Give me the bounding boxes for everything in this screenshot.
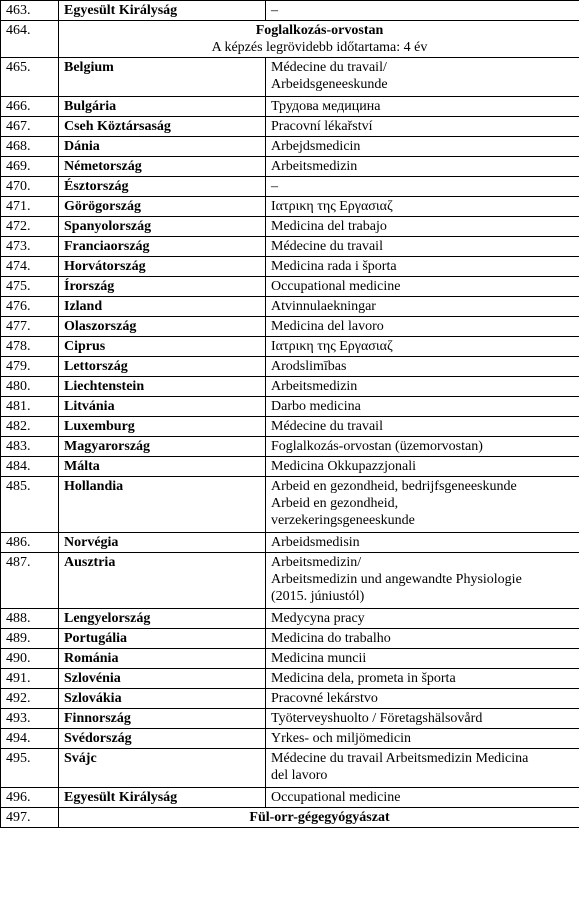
table-row [1, 297, 579, 317]
title-line: Médecine du travail Arbeitsmedizin Medicina [271, 751, 529, 766]
row-number: 467. [1, 117, 59, 137]
row-number: 489. [1, 629, 59, 649]
table-row [1, 58, 579, 97]
table-row [1, 157, 579, 177]
title-line: Occupational medicine [271, 790, 401, 805]
row-number: 466. [1, 97, 59, 117]
qualification-title [266, 237, 579, 257]
row-number: 481. [1, 397, 59, 417]
title-line: Arbeitsmedizin [271, 159, 358, 174]
row-number: 486. [1, 533, 59, 553]
qualification-title [266, 709, 579, 729]
qualification-title [266, 277, 579, 297]
qualification-title [266, 357, 579, 377]
qualification-title [266, 197, 579, 217]
country-name: Portugália [59, 629, 266, 649]
section-header [59, 21, 579, 58]
row-number: 492. [1, 689, 59, 709]
qualification-title [266, 117, 579, 137]
title-line: Yrkes- och miljömedicin [271, 731, 411, 746]
row-number: 488. [1, 609, 59, 629]
title-line: Трудова медицина [271, 99, 381, 114]
qualification-title [266, 457, 579, 477]
table-row [1, 788, 579, 808]
country-name: Dánia [59, 137, 266, 157]
row-number: 464. [1, 21, 59, 58]
row-number: 495. [1, 749, 59, 788]
country-name: Ausztria [59, 553, 266, 609]
country-name: Olaszország [59, 317, 266, 337]
qualification-title [266, 669, 579, 689]
qualification-title [266, 629, 579, 649]
table-row [1, 553, 579, 609]
qualification-title [266, 788, 579, 808]
country-name: Lettország [59, 357, 266, 377]
title-line: Arbeidsgeneeskunde [271, 77, 388, 92]
row-number: 493. [1, 709, 59, 729]
country-name: Svájc [59, 749, 266, 788]
country-name: Egyesült Királyság [59, 788, 266, 808]
row-number: 484. [1, 457, 59, 477]
qualification-title [266, 437, 579, 457]
title-line: Ιατρικη της Εργασιαζ [271, 339, 393, 354]
table-row [1, 477, 579, 533]
row-number: 465. [1, 58, 59, 97]
table-row [1, 1, 579, 21]
table-row [1, 177, 579, 197]
title-line: Arbejdsmedicin [271, 139, 361, 154]
row-number: 469. [1, 157, 59, 177]
row-number: 487. [1, 553, 59, 609]
cell-padding [271, 784, 575, 786]
title-line: Medicina do trabalho [271, 631, 391, 646]
cell-padding [271, 529, 575, 531]
title-line: Atvinnulaekningar [271, 299, 376, 314]
table-row [1, 729, 579, 749]
country-name: Írország [59, 277, 266, 297]
table-row [1, 217, 579, 237]
table-row [1, 629, 579, 649]
table-row [1, 21, 579, 58]
title-line: Medycyna pracy [271, 611, 365, 626]
country-name: Észtország [59, 177, 266, 197]
country-name: Görögország [59, 197, 266, 217]
qualification-title [266, 137, 579, 157]
qualification-title [266, 729, 579, 749]
title-line: Foglalkozás-orvostan (üzemorvostan) [271, 439, 483, 454]
qualification-title [266, 1, 579, 21]
qualification-title [266, 553, 579, 609]
table-row [1, 437, 579, 457]
row-number: 476. [1, 297, 59, 317]
table-row [1, 337, 579, 357]
row-number: 480. [1, 377, 59, 397]
title-line: Medicina del lavoro [271, 319, 384, 334]
row-number: 471. [1, 197, 59, 217]
title-line: Darbo medicina [271, 399, 361, 414]
country-name: Liechtenstein [59, 377, 266, 397]
row-number: 497. [1, 808, 59, 828]
title-line: Occupational medicine [271, 279, 401, 294]
qualification-title [266, 97, 579, 117]
qualification-title [266, 317, 579, 337]
title-line: Arbeid en gezondheid, bedrijfsgeneeskunde [271, 479, 517, 494]
table-row [1, 117, 579, 137]
qualification-title [266, 257, 579, 277]
qualification-title [266, 297, 579, 317]
row-number: 470. [1, 177, 59, 197]
table-row [1, 808, 579, 828]
country-name: Románia [59, 649, 266, 669]
row-number: 473. [1, 237, 59, 257]
row-number: 494. [1, 729, 59, 749]
title-line: Médecine du travail [271, 419, 383, 434]
country-name: Németország [59, 157, 266, 177]
table-row [1, 689, 579, 709]
row-number: 475. [1, 277, 59, 297]
qualification-title [266, 337, 579, 357]
qualification-title [266, 609, 579, 629]
country-name: Svédország [59, 729, 266, 749]
table-row [1, 609, 579, 629]
qualification-title [266, 689, 579, 709]
qualification-title [266, 177, 579, 197]
row-number: 483. [1, 437, 59, 457]
qualification-title [266, 477, 579, 533]
row-number: 478. [1, 337, 59, 357]
qualification-title [266, 377, 579, 397]
table-row [1, 397, 579, 417]
title-line: Medicina del trabajo [271, 219, 387, 234]
country-name: Egyesült Királyság [59, 1, 266, 21]
table-row [1, 137, 579, 157]
title-line: Arbeitsmedizin/ [271, 555, 362, 570]
table-row [1, 649, 579, 669]
title-line: Ιατρικη της Εργασιαζ [271, 199, 393, 214]
country-name: Norvégia [59, 533, 266, 553]
country-name: Bulgária [59, 97, 266, 117]
country-name: Spanyolország [59, 217, 266, 237]
row-number: 496. [1, 788, 59, 808]
row-number: 463. [1, 1, 59, 21]
title-line: del lavoro [271, 768, 328, 783]
row-number: 477. [1, 317, 59, 337]
qualification-title [266, 217, 579, 237]
section-header [59, 808, 579, 828]
table-row [1, 257, 579, 277]
title-line: Medicina Okkupazzjonali [271, 459, 417, 474]
table-row [1, 377, 579, 397]
row-number: 491. [1, 669, 59, 689]
title-line: verzekeringsgeneeskunde [271, 513, 415, 528]
qualification-title [266, 533, 579, 553]
title-line: Arodslimības [271, 359, 347, 374]
country-name: Litvánia [59, 397, 266, 417]
country-name: Cseh Köztársaság [59, 117, 266, 137]
row-number: 474. [1, 257, 59, 277]
qualification-title [266, 157, 579, 177]
country-name: Franciaország [59, 237, 266, 257]
title-line: Pracovní lékařství [271, 119, 373, 134]
table-row [1, 669, 579, 689]
qualification-title [266, 397, 579, 417]
cell-padding [271, 605, 575, 607]
country-name: Izland [59, 297, 266, 317]
title-line: Médecine du travail/ [271, 60, 387, 75]
title-line: – [271, 179, 278, 194]
section-subtitle: A képzés legrövidebb időtartama: 4 év [211, 40, 428, 55]
title-line: (2015. júniustól) [271, 589, 365, 604]
table-row [1, 457, 579, 477]
row-number: 479. [1, 357, 59, 377]
table-row [1, 277, 579, 297]
title-line: Médecine du travail [271, 239, 383, 254]
table-row [1, 317, 579, 337]
country-name: Lengyelország [59, 609, 266, 629]
row-number: 482. [1, 417, 59, 437]
country-name: Finnország [59, 709, 266, 729]
title-line: Arbeitsmedizin und angewandte Physiologie [271, 572, 522, 587]
qualification-title [266, 417, 579, 437]
country-name: Horvátország [59, 257, 266, 277]
table-row [1, 357, 579, 377]
country-name: Málta [59, 457, 266, 477]
title-line: Arbeidsmedisin [271, 535, 360, 550]
title-line: Työterveyshuolto / Företagshälsovård [271, 711, 483, 726]
row-number: 485. [1, 477, 59, 533]
title-line: Medicina muncii [271, 651, 367, 666]
title-line: – [271, 3, 278, 18]
country-name: Hollandia [59, 477, 266, 533]
table-row [1, 533, 579, 553]
qualification-title [266, 749, 579, 788]
row-number: 490. [1, 649, 59, 669]
table-row [1, 197, 579, 217]
section-title: Fül-orr-gégegyógyászat [249, 810, 390, 825]
country-name: Magyarország [59, 437, 266, 457]
table-row [1, 237, 579, 257]
country-name: Belgium [59, 58, 266, 97]
title-line: Arbeitsmedizin [271, 379, 358, 394]
title-line: Medicina dela, prometa in športa [271, 671, 456, 686]
cell-padding [271, 93, 575, 95]
table-row [1, 417, 579, 437]
row-number: 468. [1, 137, 59, 157]
table-row [1, 97, 579, 117]
qualification-title [266, 58, 579, 97]
section-title: Foglalkozás-orvostan [255, 23, 384, 38]
title-line: Medicina rada i športa [271, 259, 397, 274]
qualification-title [266, 649, 579, 669]
country-name: Luxemburg [59, 417, 266, 437]
title-line: Pracovné lekárstvo [271, 691, 378, 706]
table-row [1, 709, 579, 729]
row-number: 472. [1, 217, 59, 237]
country-name: Szlovénia [59, 669, 266, 689]
country-name: Szlovákia [59, 689, 266, 709]
country-name: Ciprus [59, 337, 266, 357]
title-line: Arbeid en gezondheid, [271, 496, 399, 511]
table-row [1, 749, 579, 788]
